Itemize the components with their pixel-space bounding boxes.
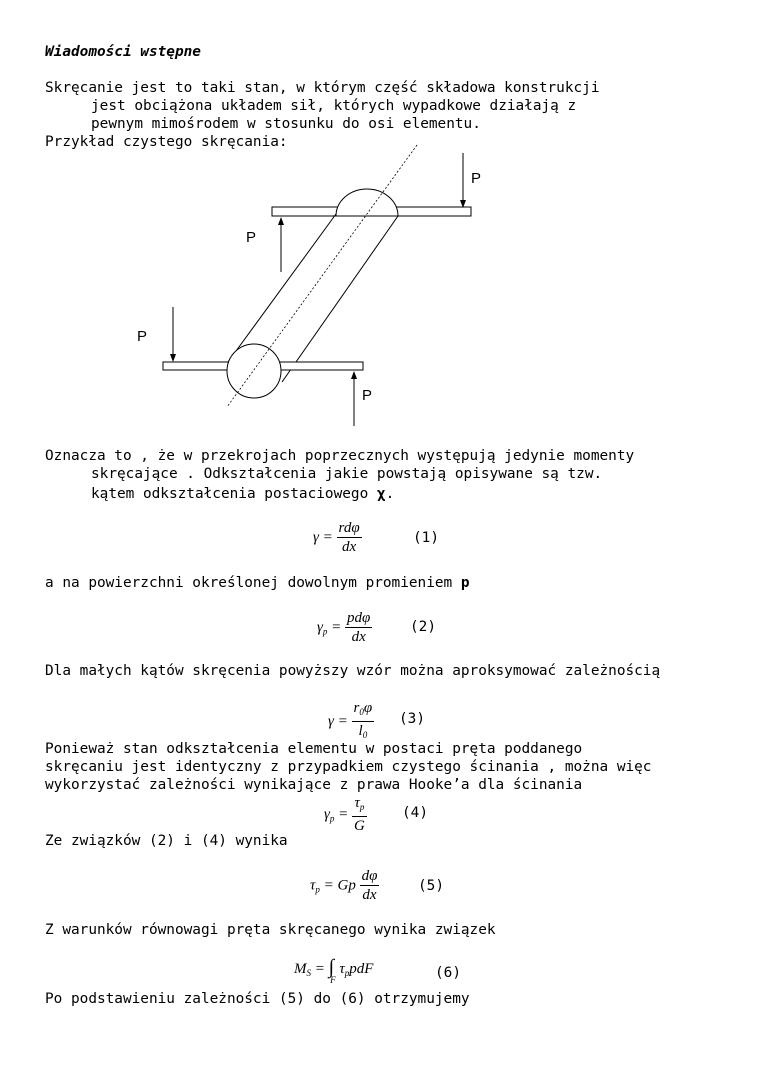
example-label: Przykład czystego skręcania:	[45, 134, 288, 150]
text-line: skręcaniu jest identyczny z przypadkiem czystego ścinania , można więc	[45, 759, 652, 775]
text-line: a na powierzchni określonej dowolnym promieniem p	[45, 575, 470, 591]
text-line: Ponieważ stan odkształcenia elementu w postaci pręta poddanego	[45, 741, 583, 757]
p-symbol: p	[460, 575, 470, 591]
text-line: wykorzystać zależności wynikające z prawa Hooke’a dla ścinania	[45, 777, 583, 793]
rod-left-edge	[228, 214, 336, 362]
intro-line-3: pewnym mimośrodem w stosunku do osi elementu.	[91, 116, 481, 132]
rod-right-edge	[282, 216, 398, 382]
equation-5: $\tau_p = Gp$ $\frac{d\varphi}{dx}$	[310, 868, 378, 903]
force-label-p: P	[362, 387, 373, 404]
equation-1: γ = $\frac{\text{rdφ}}{dx}$	[313, 520, 360, 555]
force-label-p: P	[471, 170, 482, 187]
text-line: Dla małych kątów skręcenia powyższy wzór można aproksymować zależnością	[45, 663, 661, 679]
equation-number: (3)	[399, 711, 425, 727]
equation-6: $M_S = \int_F$ $\tau_ppdF$	[294, 956, 374, 985]
rod-bottom-end	[227, 344, 281, 398]
intro-line-2: jest obciążona układem sił, których wypadkowe działają z	[91, 98, 577, 114]
equation-number: (2)	[410, 619, 436, 635]
force-label-p: P	[137, 328, 148, 345]
equation-4: $\gamma_p$ = $\frac{\tau_p}{G}$	[324, 795, 365, 834]
equation-number: (4)	[402, 805, 428, 821]
force-label-p: P	[246, 229, 257, 246]
text-line: Po podstawieniu zależności (5) do (6) otrzymujemy	[45, 991, 470, 1007]
equation-3: γ = $\frac{r_0\varphi}{l_0}$	[328, 700, 373, 740]
text-line: kątem odkształcenia postaciowego χ.	[91, 486, 395, 502]
section-heading: Wiadomości wstępne	[45, 44, 201, 60]
equation-number: (5)	[418, 878, 444, 894]
text-line: Ze związków (2) i (4) wynika	[45, 833, 288, 849]
equation-number: (1)	[413, 530, 439, 546]
equation-2: $\gamma_p$ = $\frac{\text{pdφ}}{dx}$	[317, 610, 371, 645]
text-line: Z warunków równowagi pręta skręcanego wynika związek	[45, 922, 496, 938]
chi-symbol: χ	[376, 486, 386, 502]
intro-line-1: Skręcanie jest to taki stan, w którym część składowa konstrukcji	[45, 80, 600, 96]
equation-number: (6)	[435, 965, 461, 981]
text-line: skręcające . Odkształcenia jakie powstają opisywane są tzw.	[91, 466, 603, 482]
rod-top-end	[336, 189, 398, 216]
torsion-figure	[0, 140, 760, 440]
text-line: Oznacza to , że w przekrojach poprzecznych występują jedynie momenty	[45, 448, 635, 464]
